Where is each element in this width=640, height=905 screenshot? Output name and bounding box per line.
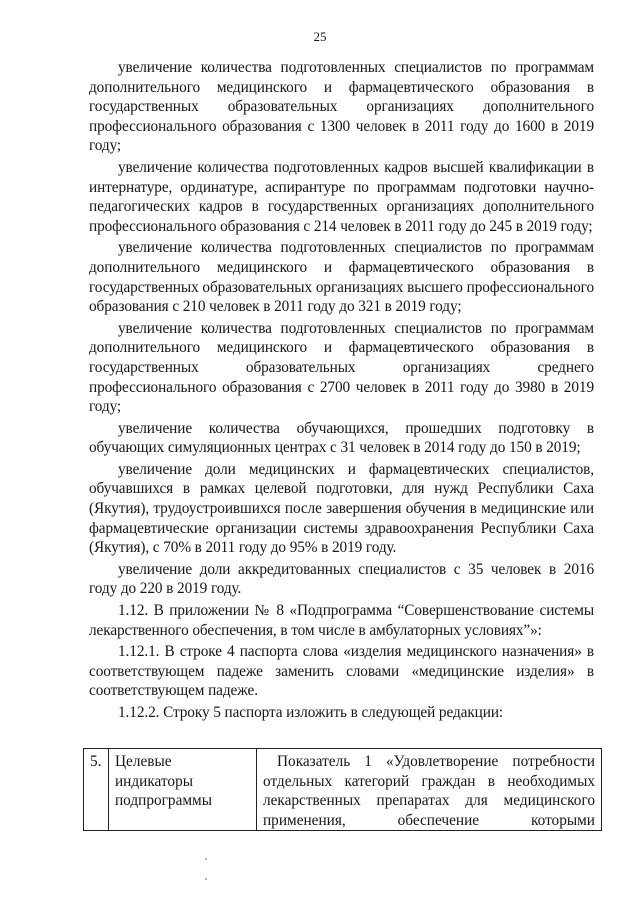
table-row [84, 749, 602, 831]
scan-speck [205, 878, 207, 880]
paragraph-specialists-dpo: увеличение количества подготовленных специалистов по программам дополнительного медицинского и фармацевтического образования в государственных образовательных организациях дополнительного профессионального образования с 1300 человек в 2011 году до 1600 в 2019 году; [89, 59, 594, 155]
paragraph-high-qualification: увеличение количества подготовленных кадров высшей квалификации в интернатуре, ординатуре, аспирантуре по программам подготовки научно-педагогических кадров в государственных организациях дополнительного профессионального образования с 214 человек в 2011 году до 245 в 2019 году; [89, 158, 594, 235]
row-value: Показатель 1 «Удовлетворение потребности отдельных категорий граждан в необходимых лекарственных препаратах для медицинского применения, обеспечение которыми [257, 749, 602, 831]
row-number: 5. [84, 749, 109, 831]
paragraph-targeted-training: увеличение доли медицинских и фармацевтических специалистов, обучавшихся в рамках целевой подготовки, для нужд Республики Саха (Якутия), трудоустроившихся после завершения обучения в медицинские или фармацевтические организации системы здравоохранения Республики Саха (Якутия), с 70% в 2011 году до 95% в 2019 году. [89, 460, 594, 557]
paragraph-accredited: увеличение доли аккредитованных специалистов с 35 человек в 2016 году до 220 в 2019 году. [89, 560, 594, 598]
paragraph-specialists-higher: увеличение количества подготовленных специалистов по программам дополнительного медицинского и фармацевтического образования в государственных образовательных организациях высшего профессионального образования с 210 человек в 2011 году до 321 в 2019 году; [89, 239, 594, 316]
page-number: 25 [313, 29, 327, 44]
passport-table [83, 748, 602, 831]
document-body [89, 58, 594, 723]
paragraph-simulation-centers: увеличение количества обучающихся, прошедших подготовку в обучающих симуляционных центрах с 31 человек в 2014 году до 150 в 2019; [89, 419, 594, 457]
paragraph-clause-1-12-1: 1.12.1. В строке 4 паспорта слова «изделия медицинского назначения» в соответствующем падеже заменить словами «медицинские изделия» в соответствующем падеже. [89, 643, 594, 700]
paragraph-specialists-secondary: увеличение количества подготовленных специалистов по программам дополнительного медицинского и фармацевтического образования в государственных образовательных организациях среднего профессионального образования с 2700 человек в 2011 году до 3980 в 2019 году; [89, 319, 594, 416]
paragraph-appendix-8: 1.12. В приложении № 8 «Подпрограмма “Совершенствование системы лекарственного обеспечения, в том числе в амбулаторных условиях”»: [89, 602, 594, 639]
row-label: Целевые индикаторы подпрограммы [109, 749, 257, 831]
paragraph-clause-1-12-2: 1.12.2. Строку 5 паспорта изложить в следующей редакции: [118, 704, 504, 721]
scan-speck [205, 858, 207, 860]
